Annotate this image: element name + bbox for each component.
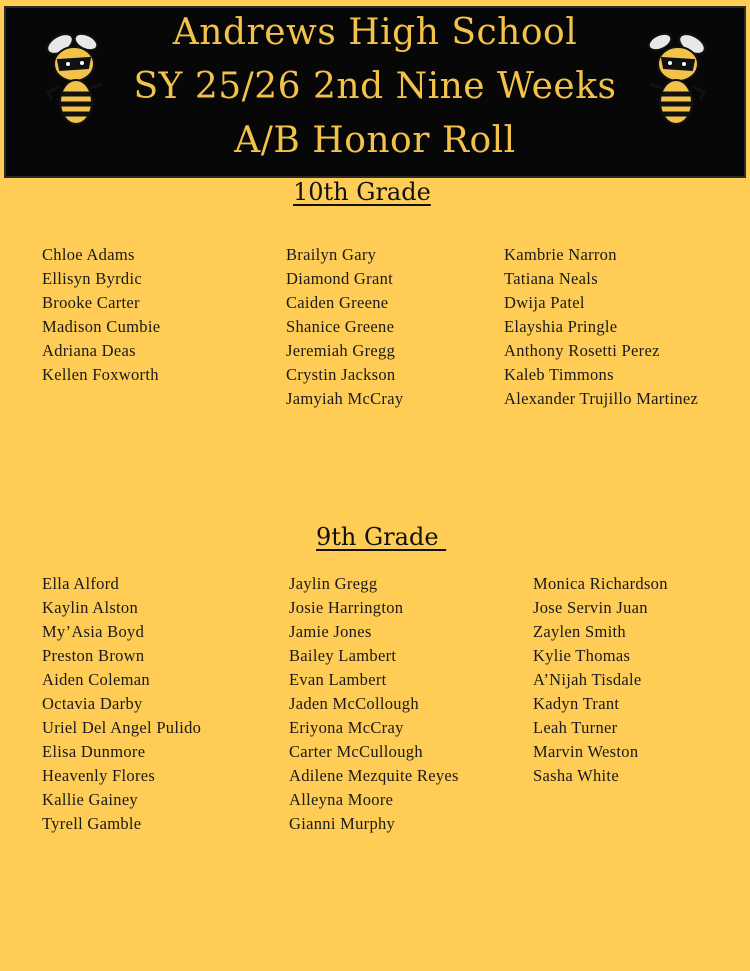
- student-name: Elayshia Pringle: [504, 317, 618, 336]
- student-name: Tyrell Gamble: [42, 814, 142, 833]
- student-name: Kaleb Timmons: [504, 365, 614, 384]
- student-name: Kallie Gainey: [42, 790, 138, 809]
- student-name: My’Asia Boyd: [42, 622, 145, 641]
- student-name: Brailyn Gary: [286, 245, 377, 264]
- student-name: Kambrie Narron: [504, 245, 617, 264]
- student-name: Brooke Carter: [42, 293, 140, 312]
- student-name: Adriana Deas: [42, 341, 136, 360]
- student-name: Elisa Dunmore: [42, 742, 146, 761]
- student-name: Gianni Murphy: [289, 814, 396, 833]
- student-name: Alleyna Moore: [289, 790, 394, 809]
- student-name: Jaden McCollough: [289, 694, 419, 713]
- student-name: Kaylin Alston: [42, 598, 139, 617]
- student-name: Crystin Jackson: [286, 365, 396, 384]
- student-name: Preston Brown: [42, 646, 145, 665]
- student-name: Diamond Grant: [286, 269, 394, 288]
- student-name: Aiden Coleman: [42, 670, 150, 689]
- student-name: Jamyiah McCray: [286, 389, 404, 408]
- student-name: Jose Servin Juan: [533, 598, 648, 617]
- student-name: Uriel Del Angel Pulido: [42, 718, 202, 737]
- student-name: Ella Alford: [42, 574, 120, 593]
- student-name: Monica Richardson: [533, 574, 668, 593]
- grade-10-heading: 10th Grade: [293, 178, 431, 206]
- term-title: SY 25/26 2nd Nine Weeks: [133, 66, 617, 107]
- student-name: Kellen Foxworth: [42, 365, 159, 384]
- student-name: Tatiana Neals: [504, 269, 598, 288]
- grade-10-column-2: [286, 243, 403, 411]
- student-name: Eriyona McCray: [289, 718, 404, 737]
- student-name: Heavenly Flores: [42, 766, 156, 785]
- student-name: Ellisyn Byrdic: [42, 269, 142, 288]
- student-name: Caiden Greene: [286, 293, 389, 312]
- student-name: Jeremiah Gregg: [286, 341, 396, 360]
- student-name: Jaylin Gregg: [289, 574, 378, 593]
- student-name: Sasha White: [533, 766, 619, 785]
- student-name: Jamie Jones: [289, 622, 372, 641]
- student-name: Marvin Weston: [533, 742, 639, 761]
- student-name: Alexander Trujillo Martinez: [504, 389, 699, 408]
- honor-roll-title: A/B Honor Roll: [234, 120, 516, 161]
- student-name: Madison Cumbie: [42, 317, 161, 336]
- student-name: Kylie Thomas: [533, 646, 631, 665]
- grade-10-column-1: [42, 243, 160, 387]
- student-name: Bailey Lambert: [289, 646, 397, 665]
- student-name: A’Nijah Tisdale: [533, 670, 642, 689]
- grade-10-column-3: [504, 243, 698, 411]
- student-name: Anthony Rosetti Perez: [504, 341, 660, 360]
- student-name: Josie Harrington: [289, 598, 404, 617]
- grade-9-column-2: [289, 572, 459, 836]
- grade-9-column-3: [533, 572, 668, 788]
- student-name: Adilene Mezquite Reyes: [289, 766, 459, 785]
- student-name: Octavia Darby: [42, 694, 143, 713]
- student-name: Evan Lambert: [289, 670, 387, 689]
- student-name: Chloe Adams: [42, 245, 135, 264]
- student-name: Dwija Patel: [504, 293, 585, 312]
- student-name: Zaylen Smith: [533, 622, 626, 641]
- school-title: Andrews High School: [172, 12, 578, 53]
- student-name: Kadyn Trant: [533, 694, 620, 713]
- student-name: Leah Turner: [533, 718, 618, 737]
- student-name: Carter McCullough: [289, 742, 423, 761]
- student-name: Shanice Greene: [286, 317, 395, 336]
- grade-9-heading: 9th Grade: [316, 523, 447, 551]
- grade-9-column-1: [42, 572, 201, 836]
